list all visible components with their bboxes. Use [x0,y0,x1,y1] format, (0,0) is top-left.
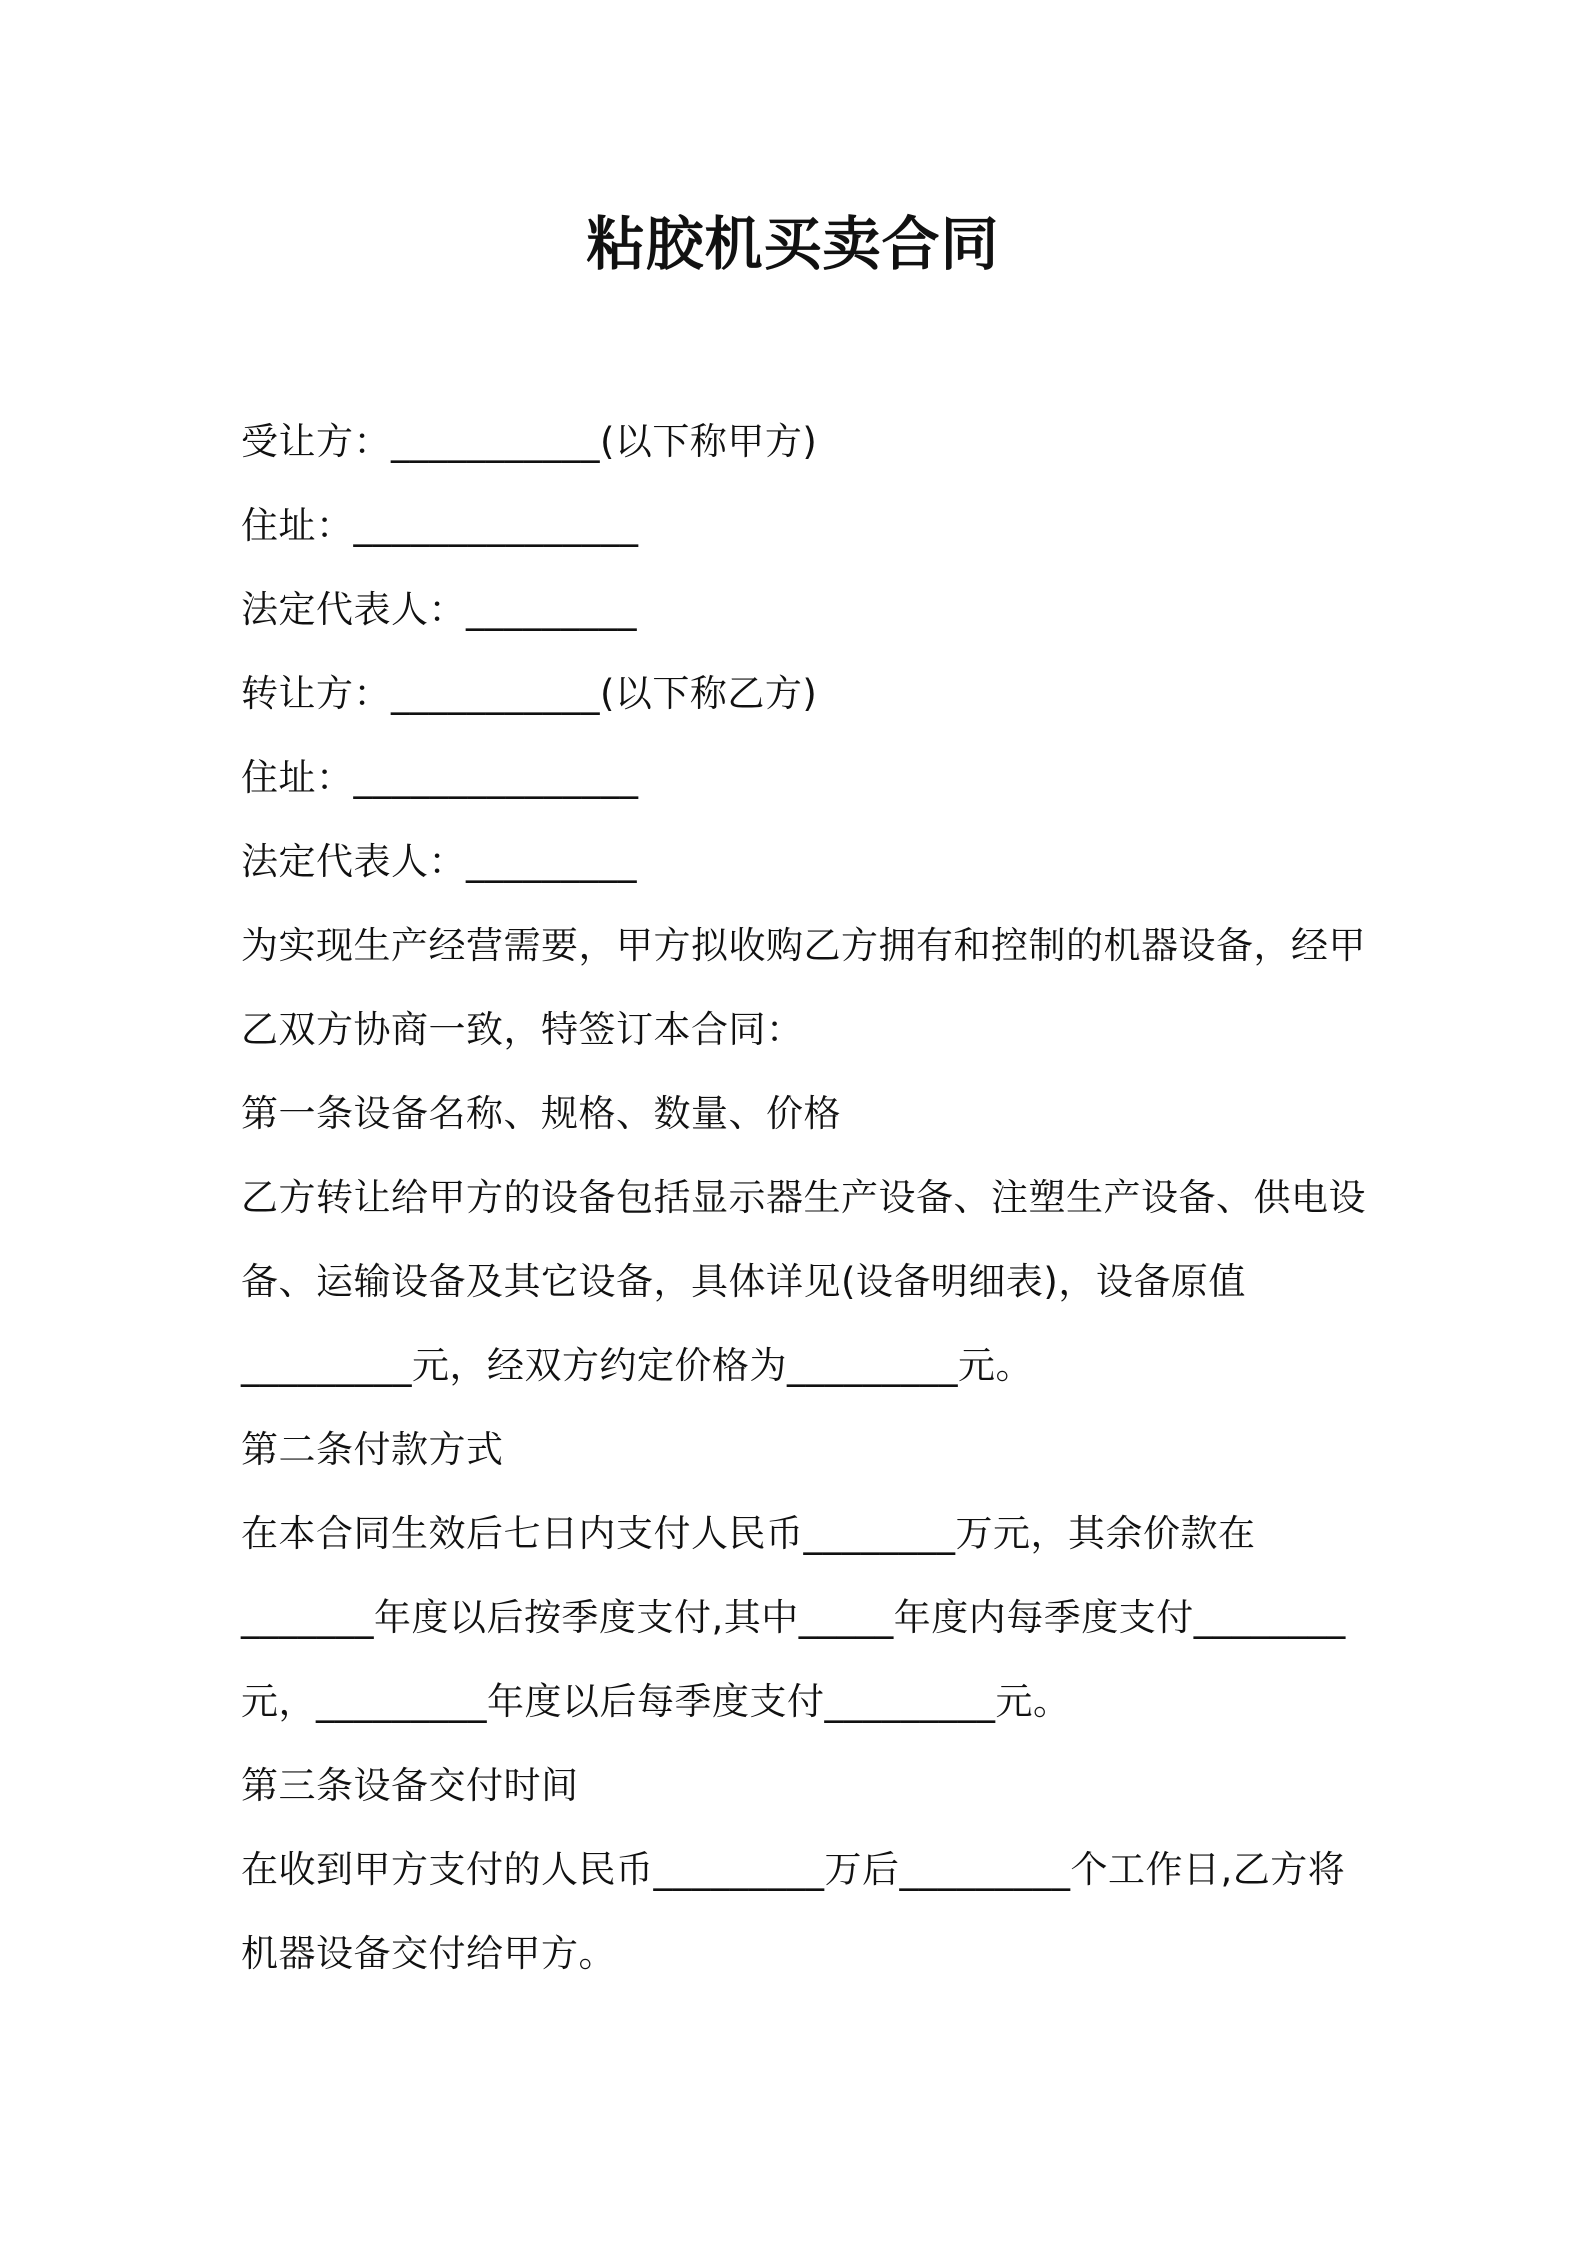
article-3-text-line-2: 机器设备交付给甲方。 [241,1932,616,1975]
preamble-line-1: 为实现生产经营需要，甲方拟收购乙方拥有和控制的机器设备，经甲 [241,924,1366,967]
article-1-heading: 第一条设备名称、规格、数量、价格 [241,1092,841,1135]
article-3-heading: 第三条设备交付时间 [241,1764,579,1807]
assignee-legal-representative-line: 法定代表人：_________ [241,588,637,631]
article-2-heading: 第二条付款方式 [241,1428,504,1471]
article-1-text-line-2: 备、运输设备及其它设备，具体详见(设备明细表)，设备原值 [241,1260,1246,1303]
assignee-line: 受让方：___________(以下称甲方) [241,420,818,463]
assignor-address-line: 住址：_______________ [241,756,639,799]
article-1-text-line-1: 乙方转让给甲方的设备包括显示器生产设备、注塑生产设备、供电设 [241,1176,1366,1219]
article-2-text-line-3: 元，_________年度以后每季度支付_________元。 [241,1680,1071,1723]
document-title: 粘胶机买卖合同 [586,210,1000,278]
contract-body [241,400,1366,1996]
preamble-line-2: 乙双方协商一致，特签订本合同： [241,1008,804,1051]
article-2-text-line-1: 在本合同生效后七日内支付人民币________万元，其余价款在 [241,1512,1256,1555]
article-1-text-line-3: _________元，经双方约定价格为_________元。 [241,1344,1033,1387]
article-2-text-line-2: _______年度以后按季度支付,其中_____年度内每季度支付________ [241,1596,1346,1639]
assignee-address-line: 住址：_______________ [241,504,639,547]
assignor-legal-representative-line: 法定代表人：_________ [241,840,637,883]
assignor-line: 转让方：___________(以下称乙方) [241,672,818,715]
article-3-text-line-1: 在收到甲方支付的人民币_________万后_________个工作日,乙方将 [241,1848,1346,1891]
